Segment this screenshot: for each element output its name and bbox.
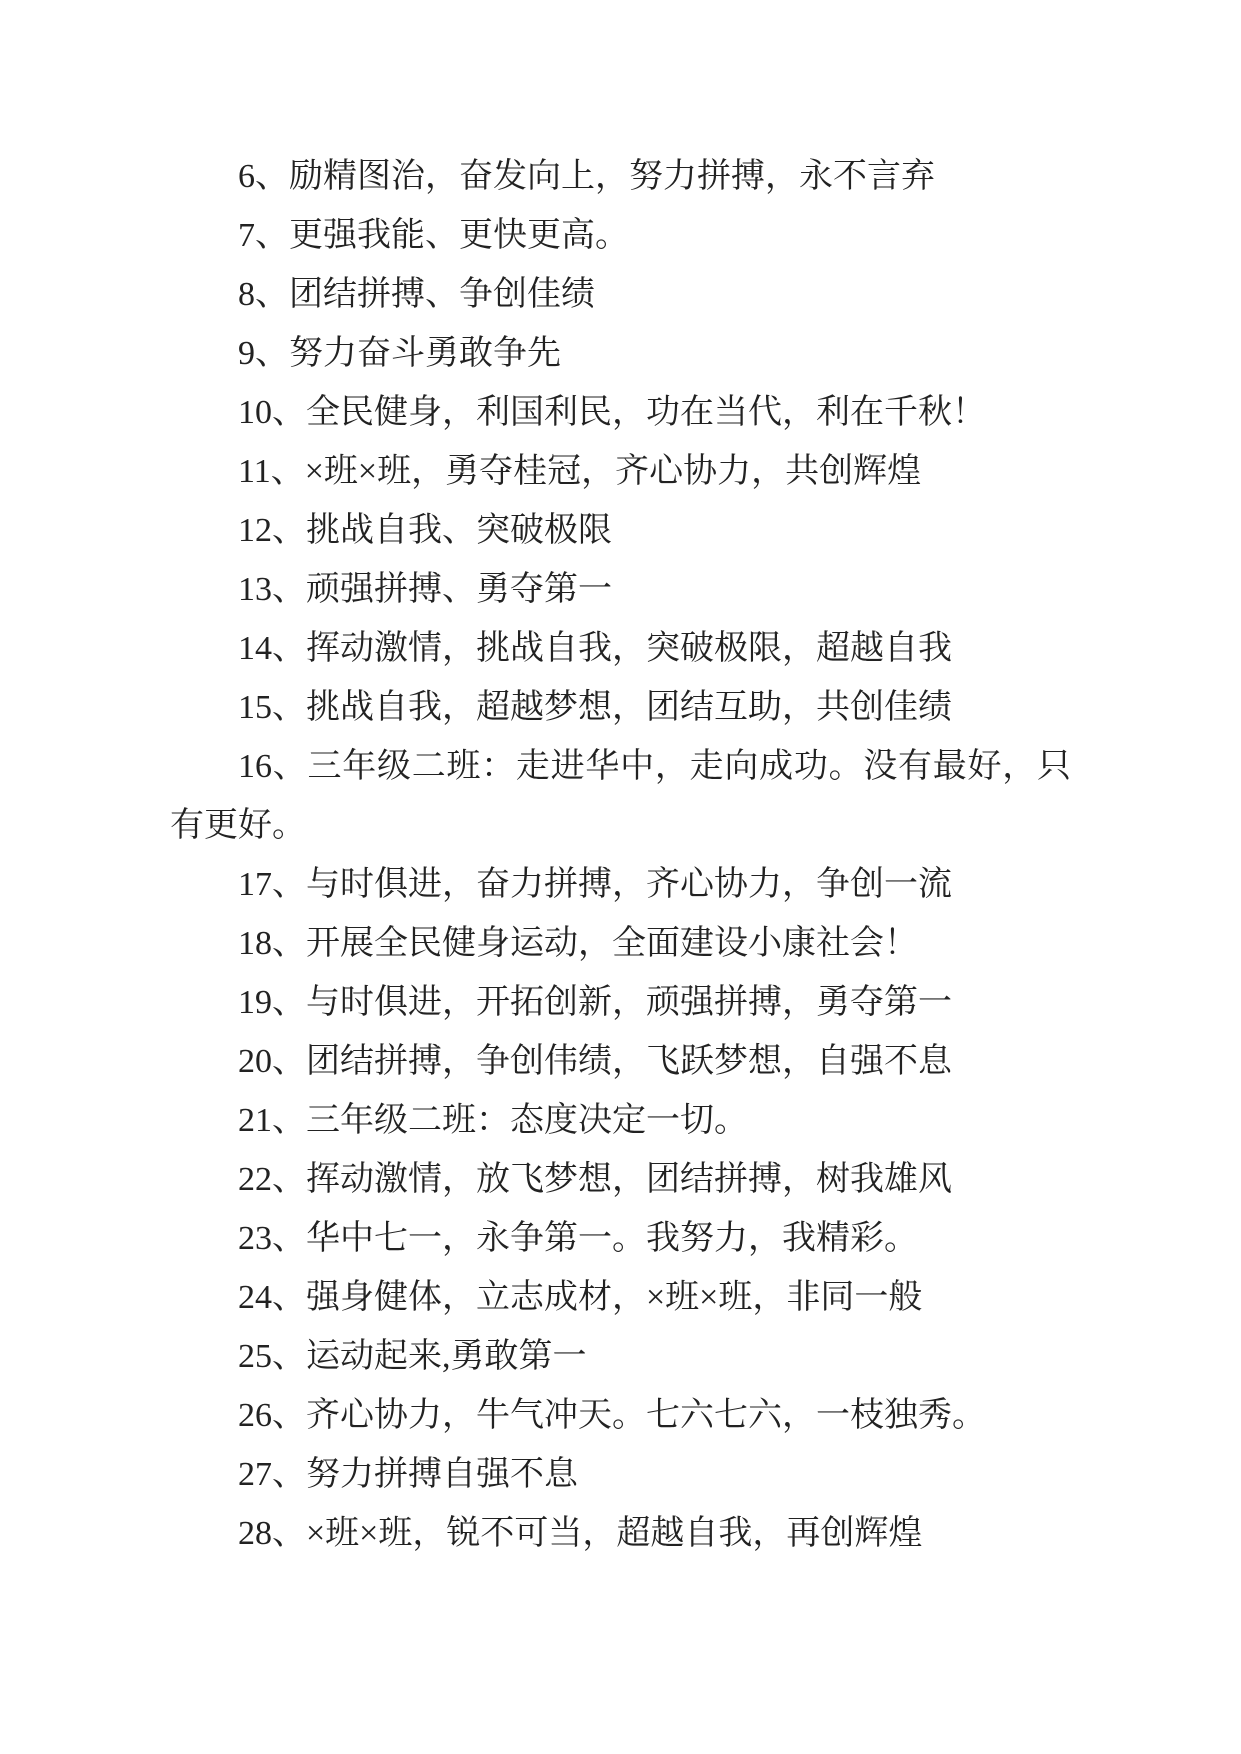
list-item: [170, 442, 1071, 501]
list-item: [170, 1091, 1071, 1150]
item-number: 22、: [238, 1161, 306, 1198]
item-text: 团结拼搏、争创佳绩: [289, 276, 595, 313]
list-item: [170, 855, 1071, 914]
item-text: 努力拼搏自强不息: [306, 1456, 578, 1493]
slogan-list: [170, 147, 1071, 1563]
item-text: 团结拼搏，争创伟绩，飞跃梦想，自强不息: [306, 1043, 952, 1080]
item-text: 华中七一，永争第一。我努力，我精彩。: [306, 1220, 918, 1257]
item-text: 运动起来,勇敢第一: [306, 1338, 587, 1375]
item-number: 25、: [238, 1338, 306, 1375]
item-text: ×班×班，锐不可当，超越自我，再创辉煌: [306, 1515, 923, 1552]
item-number: 16、: [238, 748, 308, 785]
list-item: [170, 383, 1071, 442]
item-number: 14、: [238, 630, 306, 667]
item-text: 与时俱进，开拓创新，顽强拼搏，勇夺第一: [306, 984, 952, 1021]
item-text: 强身健体，立志成材，×班×班，非同一般: [306, 1279, 923, 1316]
item-text: 努力奋斗勇敢争先: [289, 335, 561, 372]
list-item: [170, 1386, 1071, 1445]
list-item: [170, 1209, 1071, 1268]
item-text: 励精图治，奋发向上，努力拼搏，永不言弃: [289, 158, 935, 195]
item-number: 17、: [238, 866, 306, 903]
item-text: 全民健身，利国利民，功在当代，利在千秋！: [306, 394, 986, 431]
item-text: 挑战自我，超越梦想，团结互助，共创佳绩: [306, 689, 952, 726]
item-text: 三年级二班：态度决定一切。: [306, 1102, 748, 1139]
item-number: 15、: [238, 689, 306, 726]
item-text: 更强我能、更快更高。: [289, 217, 629, 254]
list-item: [170, 914, 1071, 973]
item-text: 挥动激情，放飞梦想，团结拼搏，树我雄风: [306, 1161, 952, 1198]
item-number: 7、: [238, 217, 289, 254]
list-item: [170, 678, 1071, 737]
item-number: 21、: [238, 1102, 306, 1139]
list-item: [170, 1504, 1071, 1563]
item-text: 与时俱进，奋力拼搏，齐心协力，争创一流: [306, 866, 952, 903]
item-text: 挥动激情，挑战自我，突破极限，超越自我: [306, 630, 952, 667]
item-number: 13、: [238, 571, 306, 608]
list-item: [170, 265, 1071, 324]
list-item: [170, 560, 1071, 619]
item-text: 开展全民健身运动，全面建设小康社会！: [306, 925, 918, 962]
item-number: 19、: [238, 984, 306, 1021]
item-number: 23、: [238, 1220, 306, 1257]
item-number: 8、: [238, 276, 289, 313]
list-item: [170, 973, 1071, 1032]
list-item: [170, 1445, 1071, 1504]
list-item: [170, 206, 1071, 265]
item-number: 27、: [238, 1456, 306, 1493]
list-item: [170, 501, 1071, 560]
list-item: [170, 1327, 1071, 1386]
list-item: [170, 619, 1071, 678]
list-item: [170, 737, 1071, 855]
item-number: 24、: [238, 1279, 306, 1316]
item-number: 20、: [238, 1043, 306, 1080]
item-text: 挑战自我、突破极限: [306, 512, 612, 549]
item-number: 26、: [238, 1397, 306, 1434]
list-item: [170, 1268, 1071, 1327]
item-number: 11、: [238, 453, 305, 490]
item-text: ×班×班，勇夺桂冠，齐心协力，共创辉煌: [304, 453, 922, 490]
list-item: [170, 1032, 1071, 1091]
item-number: 10、: [238, 394, 306, 431]
item-number: 6、: [238, 158, 289, 195]
list-item: [170, 1150, 1071, 1209]
item-text: 顽强拼搏、勇夺第一: [306, 571, 612, 608]
item-number: 18、: [238, 925, 306, 962]
item-text: 三年级二班：走进华中，走向成功。没有最好，只有更好。: [170, 748, 1072, 844]
item-number: 12、: [238, 512, 306, 549]
item-text: 齐心协力，牛气冲天。七六七六，一枝独秀。: [306, 1397, 986, 1434]
item-number: 28、: [238, 1515, 306, 1552]
list-item: [170, 324, 1071, 383]
list-item: [170, 147, 1071, 206]
item-number: 9、: [238, 335, 289, 372]
